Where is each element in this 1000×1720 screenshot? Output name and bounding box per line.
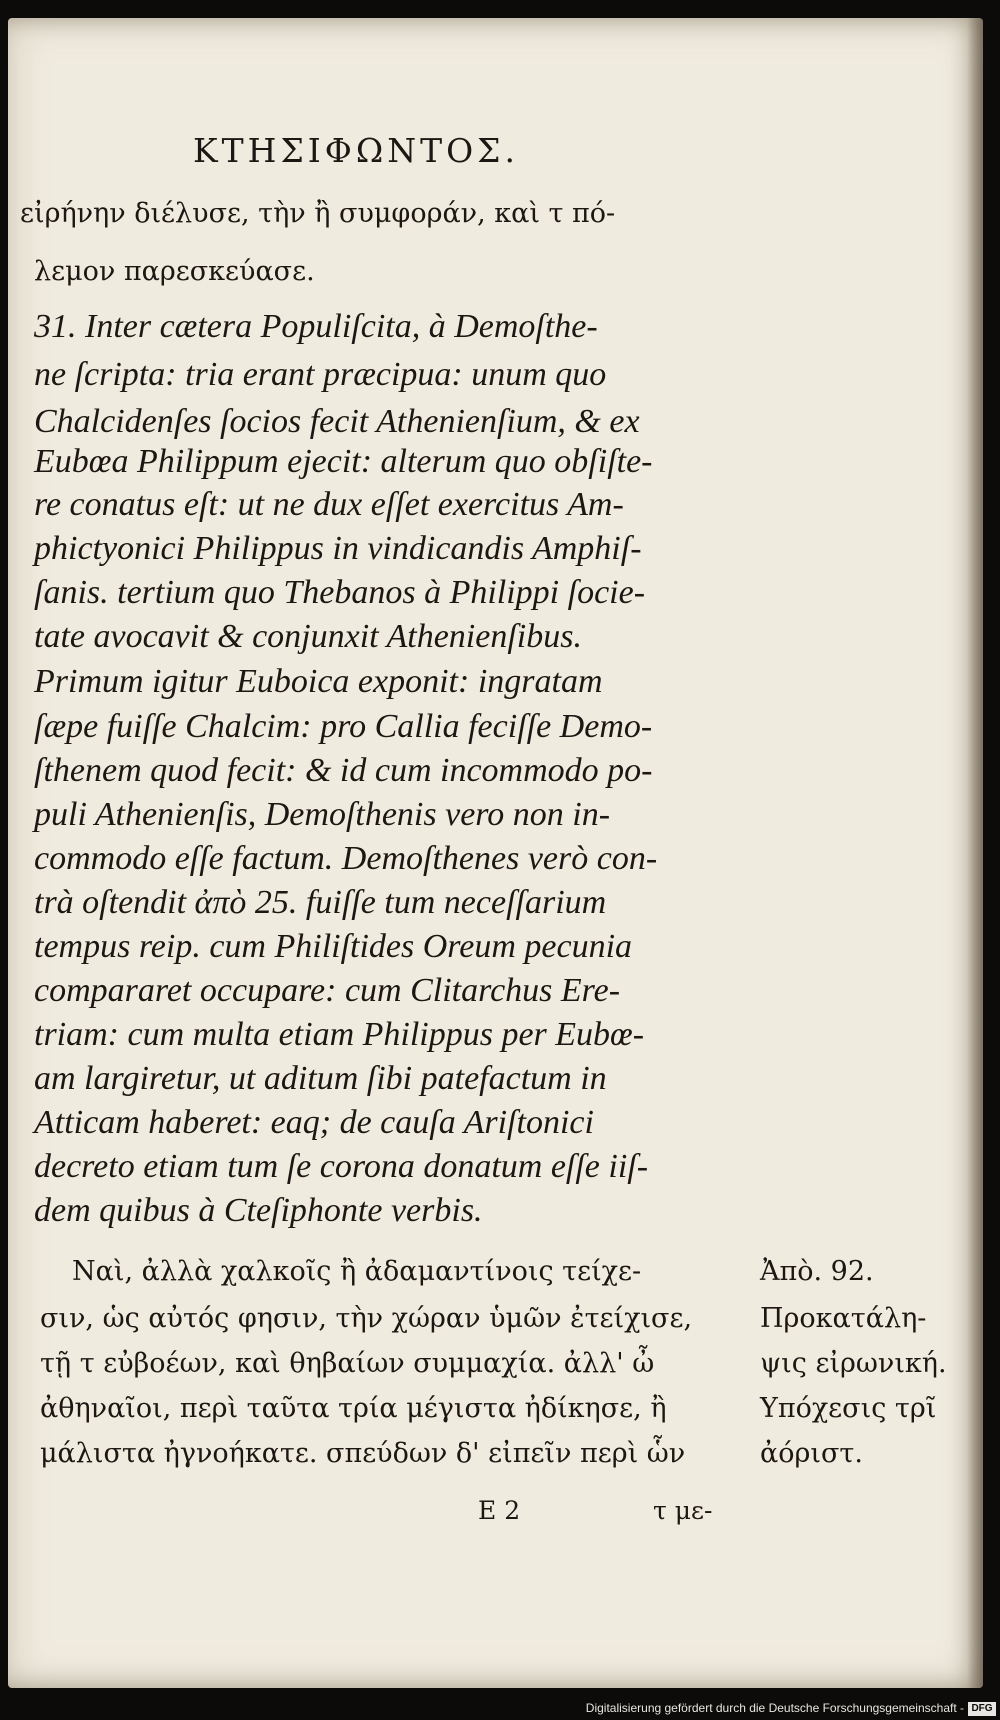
book-page: [8, 18, 983, 1688]
margin-note: Ἀπὸ. 92.: [760, 1256, 874, 1287]
dfg-logo: DFG: [968, 1702, 996, 1716]
latin-line: re conatus eſt: ut ne dux eſſet exercitus Am-: [34, 486, 624, 523]
margin-note: Υπόχεσις τρῖ: [760, 1393, 937, 1424]
greek-bottom-line: μάλιστα ἠγνοήκατε. σπεύδων δ' εἰπεῖν περὶ ὧν: [40, 1438, 686, 1469]
latin-line: trà oſtendit ἀπὸ 25. fuiſſe tum neceſſarium: [34, 884, 607, 921]
latin-line: decreto etiam tum ſe corona donatum eſſe iiſ-: [34, 1148, 649, 1185]
greek-bottom-line: Ναὶ, ἀλλὰ χαλκοῖς ἢ ἀδαμαντίνοις τείχε-: [72, 1256, 642, 1287]
greek-top-line: εἰρήνην διέλυσε, τὴν ἢ συμφοράν, καὶ τ πό-: [20, 198, 616, 229]
latin-line: Primum igitur Euboica exponit: ingratam: [34, 663, 603, 700]
latin-line: ne ſcripta: tria erant præcipua: unum quo: [34, 356, 607, 393]
greek-top-line: λεμον παρεσκεύασε.: [34, 256, 315, 287]
latin-line: dem quibus à Cteſiphonte verbis.: [34, 1192, 483, 1229]
greek-bottom-line: σιν, ὡς αὐτός φησιν, τὴν χώραν ὑμῶν ἐτείχισε,: [40, 1303, 693, 1334]
latin-line: ſæpe fuiſſe Chalcim: pro Callia feciſſe Demo-: [34, 708, 653, 745]
latin-line: Eubœa Philippum ejecit: alterum quo obſiſte-: [34, 443, 653, 480]
latin-line: Chalcidenſes ſocios fecit Athenienſium, & ex: [34, 403, 640, 440]
margin-note: Προκατάλη-: [760, 1303, 927, 1334]
latin-line: am largiretur, ut aditum ſibi patefactum in: [34, 1060, 607, 1097]
digitization-credit: Digitalisierung gefördert durch die Deutsche Forschungsgemeinschaft -: [585, 1701, 964, 1715]
margin-note: ψις εἰρωνική.: [760, 1348, 947, 1379]
greek-bottom-line: ἀθηναῖοι, περὶ ταῦτα τρία μέγιστα ἠδίκησε, ἢ: [40, 1393, 667, 1424]
latin-line: puli Athenienſis, Demoſthenis vero non in-: [34, 796, 611, 833]
running-head: ΚΤΗΣΙΦΩΝΤΟΣ.: [193, 131, 519, 170]
latin-line: tate avocavit & conjunxit Athenienſibus.: [34, 618, 582, 655]
latin-line: tempus reip. cum Philiſtides Oreum pecunia: [34, 928, 633, 965]
margin-note: ἀόριστ.: [760, 1438, 863, 1469]
latin-line: ſthenem quod fecit: & id cum incommodo po-: [34, 752, 653, 789]
latin-line: compararet occupare: cum Clitarchus Ere-: [34, 972, 621, 1009]
latin-line: 31. Inter cætera Populiſcita, à Demoſthe-: [34, 308, 598, 345]
latin-line: phictyonici Philippus in vindicandis Amphiſ-: [34, 530, 642, 567]
latin-line: Atticam haberet: eaq; de cauſa Ariſtonici: [34, 1104, 594, 1141]
greek-bottom-line: τῇ τ εὐβοέων, καὶ θηβαίων συμμαχία. ἀλλ' ὦ: [40, 1348, 655, 1379]
page-gutter-shadow: [967, 18, 983, 1688]
latin-line: commodo eſſe factum. Demoſthenes verò con-: [34, 840, 658, 877]
catchword: τ με-: [653, 1496, 713, 1525]
signature-mark: E 2: [478, 1496, 521, 1525]
latin-line: triam: cum multa etiam Philippus per Eubœ-: [34, 1016, 645, 1053]
latin-line: ſanis. tertium quo Thebanos à Philippi ſocie-: [34, 574, 646, 611]
